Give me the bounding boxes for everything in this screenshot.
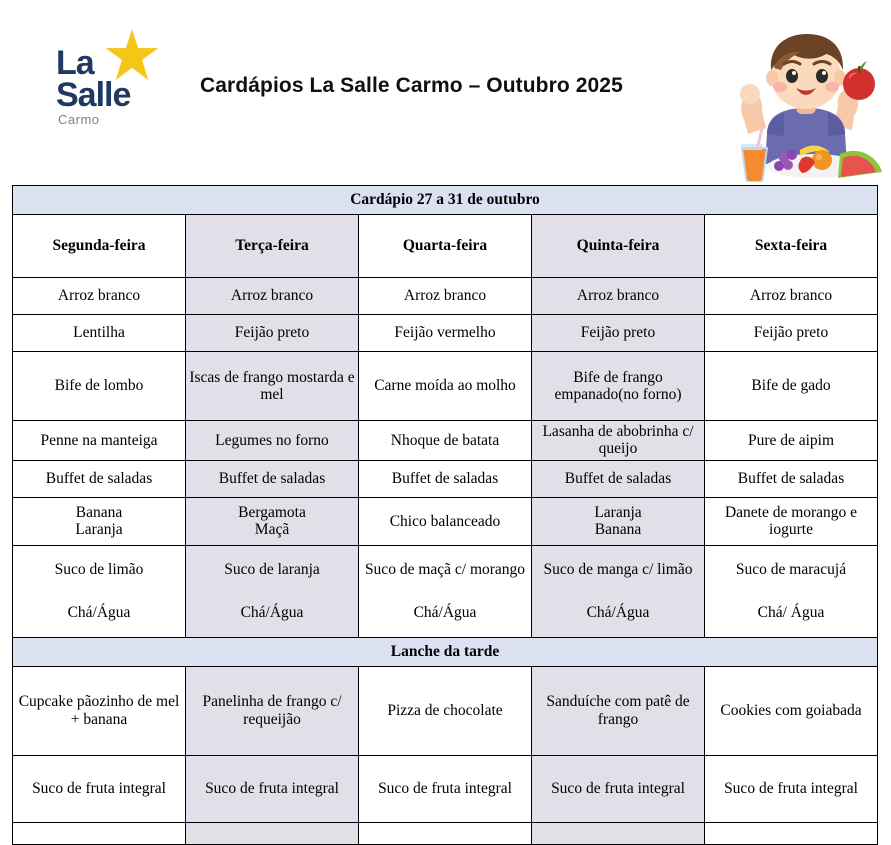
menu-cell-arroz-quinta: Arroz branco bbox=[532, 278, 705, 315]
menu-cell-feijao-quarta: Feijão vermelho bbox=[359, 315, 532, 352]
menu-cell-suco-sexta bbox=[705, 545, 878, 637]
menu-cell-feijao-quinta: Feijão preto bbox=[532, 315, 705, 352]
table-row-arroz bbox=[13, 278, 878, 315]
menu-cell-lanche-suco-terca: Suco de fruta integral bbox=[186, 755, 359, 822]
menu-cell-lanche-suco-quinta: Suco de fruta integral bbox=[532, 755, 705, 822]
menu-cell-arroz-terca: Arroz branco bbox=[186, 278, 359, 315]
logo-text-salle: Salle bbox=[56, 76, 131, 114]
menu-cell-salada-segunda: Buffet de saladas bbox=[13, 460, 186, 497]
menu-cell-guarnicao-sexta: Pure de aipim bbox=[705, 421, 878, 461]
suco-label-sexta: Suco de maracujá bbox=[735, 560, 847, 578]
logo-text-la: La bbox=[56, 44, 94, 82]
menu-cell-fruta-quinta: Laranja Banana bbox=[532, 497, 705, 545]
menu-cell-fruta-quarta: Chico balanceado bbox=[359, 497, 532, 545]
menu-cell-carne-segunda: Bife de lombo bbox=[13, 352, 186, 421]
lunch-section-title: Cardápio 27 a 31 de outubro bbox=[13, 186, 878, 215]
menu-cell-suco-segunda bbox=[13, 545, 186, 637]
day-header-sexta: Sexta-feira bbox=[705, 215, 878, 278]
la-salle-carmo-logo bbox=[52, 28, 162, 133]
menu-cell-lanche-terca: Panelinha de frango c/ requeijão bbox=[186, 666, 359, 755]
suco-spacer bbox=[361, 578, 529, 604]
menu-cell-salada-quarta: Buffet de saladas bbox=[359, 460, 532, 497]
menu-cell-guarnicao-terca: Legumes no forno bbox=[186, 421, 359, 461]
bebida-label-sexta: Chá/ Água bbox=[757, 604, 825, 622]
weekly-menu-table bbox=[12, 185, 878, 845]
menu-cell-feijao-sexta: Feijão preto bbox=[705, 315, 878, 352]
bebida-label-segunda: Chá/Água bbox=[67, 604, 131, 622]
suco-label-quinta: Suco de manga c/ limão bbox=[543, 560, 693, 578]
table-row-snack-section-header bbox=[13, 637, 878, 666]
table-row-guarnicao bbox=[13, 421, 878, 461]
page-title: Cardápios La Salle Carmo – Outubro 2025 bbox=[200, 74, 623, 97]
menu-cell-fruta-sexta: Danete de morango e iogurte bbox=[705, 497, 878, 545]
day-header-quinta: Quinta-feira bbox=[532, 215, 705, 278]
suco-spacer bbox=[188, 578, 356, 604]
table-row-trailing bbox=[13, 822, 878, 844]
menu-cell-fruta-terca: Bergamota Maçã bbox=[186, 497, 359, 545]
menu-cell-carne-sexta: Bife de gado bbox=[705, 352, 878, 421]
trailing-cell bbox=[532, 822, 705, 844]
menu-cell-feijao-segunda: Lentilha bbox=[13, 315, 186, 352]
day-header-terca: Terça-feira bbox=[186, 215, 359, 278]
trailing-cell bbox=[359, 822, 532, 844]
menu-cell-guarnicao-segunda: Penne na manteiga bbox=[13, 421, 186, 461]
menu-cell-guarnicao-quinta: Lasanha de abobrinha c/ queijo bbox=[532, 421, 705, 461]
menu-cell-lanche-suco-segunda: Suco de fruta integral bbox=[13, 755, 186, 822]
trailing-cell bbox=[186, 822, 359, 844]
menu-cell-suco-terca bbox=[186, 545, 359, 637]
menu-cell-arroz-quarta: Arroz branco bbox=[359, 278, 532, 315]
boy-eating-fruit-illustration bbox=[722, 24, 890, 182]
table-row-carne bbox=[13, 352, 878, 421]
menu-cell-guarnicao-quarta: Nhoque de batata bbox=[359, 421, 532, 461]
day-header-quarta: Quarta-feira bbox=[359, 215, 532, 278]
menu-cell-arroz-segunda: Arroz branco bbox=[13, 278, 186, 315]
menu-cell-lanche-quinta: Sanduíche com patê de frango bbox=[532, 666, 705, 755]
menu-cell-salada-sexta: Buffet de saladas bbox=[705, 460, 878, 497]
table-row-salada bbox=[13, 460, 878, 497]
menu-cell-arroz-sexta: Arroz branco bbox=[705, 278, 878, 315]
suco-label-quarta: Suco de maçã c/ morango bbox=[364, 560, 526, 578]
table-row-feijao bbox=[13, 315, 878, 352]
menu-cell-lanche-suco-sexta: Suco de fruta integral bbox=[705, 755, 878, 822]
bebida-label-quinta: Chá/Água bbox=[586, 604, 650, 622]
day-header-segunda: Segunda-feira bbox=[13, 215, 186, 278]
suco-label-segunda: Suco de limão bbox=[54, 560, 144, 578]
menu-cell-carne-quarta: Carne moída ao molho bbox=[359, 352, 532, 421]
menu-cell-carne-terca: Iscas de frango mostarda e mel bbox=[186, 352, 359, 421]
page-header bbox=[0, 0, 891, 182]
table-row-day-headers bbox=[13, 215, 878, 278]
menu-cell-lanche-suco-quarta: Suco de fruta integral bbox=[359, 755, 532, 822]
trailing-cell bbox=[705, 822, 878, 844]
menu-cell-lanche-sexta: Cookies com goiabada bbox=[705, 666, 878, 755]
menu-cell-salada-terca: Buffet de saladas bbox=[186, 460, 359, 497]
logo-text-carmo: Carmo bbox=[58, 112, 100, 127]
menu-cell-suco-quinta bbox=[532, 545, 705, 637]
suco-label-terca: Suco de laranja bbox=[224, 560, 320, 578]
bebida-label-terca: Chá/Água bbox=[240, 604, 304, 622]
suco-spacer bbox=[534, 578, 702, 604]
suco-spacer bbox=[707, 578, 875, 604]
menu-cell-carne-quinta: Bife de frango empanado(no forno) bbox=[532, 352, 705, 421]
suco-spacer bbox=[15, 578, 183, 604]
bebida-label-quarta: Chá/Água bbox=[413, 604, 477, 622]
menu-cell-suco-quarta bbox=[359, 545, 532, 637]
trailing-cell bbox=[13, 822, 186, 844]
snack-section-title: Lanche da tarde bbox=[13, 637, 878, 666]
menu-cell-lanche-quarta: Pizza de chocolate bbox=[359, 666, 532, 755]
menu-cell-feijao-terca: Feijão preto bbox=[186, 315, 359, 352]
menu-cell-lanche-segunda: Cupcake pãozinho de mel + banana bbox=[13, 666, 186, 755]
table-row-lanche-suco bbox=[13, 755, 878, 822]
menu-cell-salada-quinta: Buffet de saladas bbox=[532, 460, 705, 497]
table-row-lunch-section-header bbox=[13, 186, 878, 215]
table-row-lanche bbox=[13, 666, 878, 755]
table-row-suco bbox=[13, 545, 878, 637]
menu-cell-fruta-segunda: Banana Laranja bbox=[13, 497, 186, 545]
table-row-fruta bbox=[13, 497, 878, 545]
